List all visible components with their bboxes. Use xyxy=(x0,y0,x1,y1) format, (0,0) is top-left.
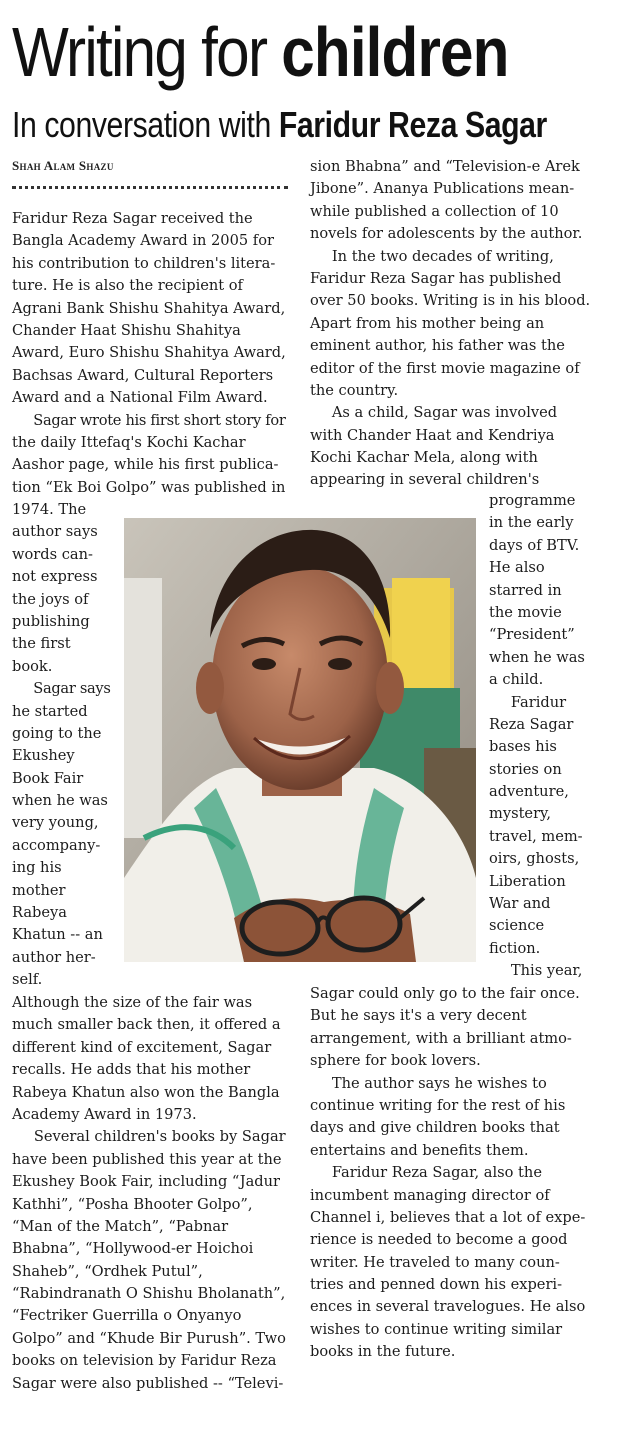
text-line: bases his xyxy=(489,738,557,756)
text-line: tries and penned down his experi- xyxy=(310,1276,563,1294)
text-line: his contribution to children's litera- xyxy=(12,254,276,272)
left-column-top-text xyxy=(12,208,290,499)
text-line: days of BTV. xyxy=(489,536,580,554)
text-line: Shaheb”, “Ordhek Putul”, xyxy=(12,1262,203,1280)
text-line: sion Bhabna” and “Television-e Arek xyxy=(310,158,580,175)
text-line: Book Fair xyxy=(12,769,84,787)
text-line: War and xyxy=(489,895,551,913)
text-line: days and give children books that xyxy=(310,1119,560,1137)
text-line: Aashor page, while his first publica- xyxy=(12,456,279,474)
text-line: he started xyxy=(12,702,88,720)
text-line: programme xyxy=(489,492,576,509)
text-line: As a child, Sagar was involved xyxy=(310,404,558,422)
text-line: when he was xyxy=(489,648,585,666)
text-line: Award and a National Film Award. xyxy=(12,389,268,407)
text-line: the daily Ittefaq's Kochi Kachar xyxy=(12,433,246,451)
text-line: He also xyxy=(489,559,545,577)
text-line: mother xyxy=(12,881,66,899)
text-line: But he says it's a very decent xyxy=(310,1007,527,1025)
text-line: Several children's books by Sagar xyxy=(12,1128,286,1146)
text-line: Chander Haat Shishu Shahitya xyxy=(12,321,241,339)
text-line: over 50 books. Writing is in his blood. xyxy=(310,292,591,310)
article-headline xyxy=(12,8,537,96)
text-line: Bachsas Award, Cultural Reporters xyxy=(12,366,274,384)
right-column-bottom-text xyxy=(310,983,594,1364)
article-subheadline xyxy=(12,103,550,147)
text-line: much smaller back then, it offered a xyxy=(12,1016,281,1034)
text-line: books on television by Faridur Reza xyxy=(12,1352,277,1370)
text-line: the joys of xyxy=(12,590,89,608)
text-line: author her- xyxy=(12,948,96,966)
text-line: book. xyxy=(12,657,53,675)
text-line: rience is needed to become a good xyxy=(310,1231,568,1249)
text-line: Khatun -- an xyxy=(12,926,103,944)
text-line: sphere for book lovers. xyxy=(310,1052,481,1070)
text-line: science xyxy=(489,917,545,935)
text-line: adventure, xyxy=(489,783,569,801)
text-line: Faridur Reza Sagar has published xyxy=(310,269,562,287)
text-line: very young, xyxy=(12,814,99,832)
text-line: This year, xyxy=(489,962,583,980)
right-column-wrap-text xyxy=(489,490,594,983)
text-line: ences in several travelogues. He also xyxy=(310,1298,586,1316)
text-line: the first xyxy=(12,635,71,653)
text-line: while published a collection of 10 xyxy=(310,202,559,220)
portrait-photo xyxy=(124,518,476,962)
text-line: Sagar wrote his first short story for xyxy=(12,411,286,429)
text-line: ture. He is also the recipient of xyxy=(12,277,243,295)
text-line: incumbent managing director of xyxy=(310,1186,550,1204)
headline-bold: children xyxy=(281,13,509,91)
text-line: in the early xyxy=(489,514,574,532)
text-line: stories on xyxy=(489,760,562,778)
text-line: Kathhi”, “Posha Bhooter Golpo”, xyxy=(12,1195,253,1213)
text-line: Bangla Academy Award in 2005 for xyxy=(12,232,274,250)
text-line: “Rabindranath O Shishu Bholanath”, xyxy=(12,1285,286,1303)
text-line: starred in xyxy=(489,581,562,599)
text-line: novels for adolescents by the author. xyxy=(310,225,583,243)
subhead-plain: In conversation with xyxy=(12,104,279,145)
text-line: entertains and benefits them. xyxy=(310,1141,529,1159)
headline-plain: Writing for xyxy=(12,13,282,91)
text-line: arrangement, with a brilliant atmo- xyxy=(310,1029,572,1047)
text-line: Golpo” and “Khude Bir Purush”. Two xyxy=(12,1329,286,1347)
text-line: not express xyxy=(12,568,98,586)
text-line: fiction. xyxy=(489,939,541,957)
text-line: the country. xyxy=(310,381,399,399)
text-line: writer. He traveled to many coun- xyxy=(310,1253,560,1271)
text-line: “Man of the Match”, “Pabnar xyxy=(12,1217,229,1235)
text-line: Award, Euro Shishu Shahitya Award, xyxy=(12,344,286,362)
text-line: self. xyxy=(12,971,43,989)
text-line: Channel i, believes that a lot of expe- xyxy=(310,1208,586,1226)
text-line: have been published this year at the xyxy=(12,1150,282,1168)
text-line: a child. xyxy=(489,671,544,689)
text-line: Rabeya Khatun also won the Bangla xyxy=(12,1083,280,1101)
text-line: wishes to continue writing similar xyxy=(310,1320,563,1338)
portrait-illustration xyxy=(124,518,476,962)
text-line: Bhabna”, “Hollywood-er Hoichoi xyxy=(12,1240,254,1258)
text-line: words can- xyxy=(12,545,93,563)
text-line: Apart from his mother being an xyxy=(310,314,545,332)
text-line: ing his xyxy=(12,859,62,877)
text-line: The author says he wishes to xyxy=(310,1074,547,1092)
text-line: Sagar were also published -- “Televi- xyxy=(12,1374,284,1392)
text-line: Faridur Reza Sagar received the xyxy=(12,210,253,227)
text-line: Academy Award in 1973. xyxy=(12,1105,197,1123)
text-line: “Fectriker Guerrilla o Onyanyo xyxy=(12,1307,242,1325)
text-line: accompany- xyxy=(12,836,101,854)
text-line: books in the future. xyxy=(310,1343,456,1361)
text-line: eminent author, his father was the xyxy=(310,337,565,355)
text-line: mystery, xyxy=(489,805,551,823)
text-line: recalls. He adds that his mother xyxy=(12,1061,251,1079)
text-line: oirs, ghosts, xyxy=(489,850,580,868)
text-line: continue writing for the rest of his xyxy=(310,1096,566,1114)
text-line: Sagar says xyxy=(12,680,111,698)
text-line: In the two decades of writing, xyxy=(310,247,554,265)
text-line: Although the size of the fair was xyxy=(12,994,253,1011)
left-column-bottom-text xyxy=(12,992,290,1395)
text-line: Liberation xyxy=(489,872,566,890)
text-line: Faridur Reza Sagar, also the xyxy=(310,1164,542,1182)
text-line: Sagar could only go to the fair once. xyxy=(310,985,580,1002)
right-column-top-text xyxy=(310,156,594,492)
text-line: Faridur xyxy=(489,693,567,711)
left-column-wrap-text xyxy=(12,499,112,992)
text-line: with Chander Haat and Kendriya xyxy=(310,426,555,444)
text-line: publishing xyxy=(12,612,90,630)
text-line: going to the xyxy=(12,724,102,742)
text-line: appearing in several children's xyxy=(310,471,540,489)
text-line: editor of the first movie magazine of xyxy=(310,359,580,377)
text-line: travel, mem- xyxy=(489,827,583,845)
text-line: Agrani Bank Shishu Shahitya Award, xyxy=(12,299,286,317)
text-line: author says xyxy=(12,523,98,541)
byline: Shah Alam Shazu xyxy=(12,158,114,173)
subhead-bold: Faridur Reza Sagar xyxy=(278,104,547,145)
text-line: “President” xyxy=(489,626,575,644)
text-line: Rabeya xyxy=(12,904,67,922)
text-line: Reza Sagar xyxy=(489,715,574,733)
text-line: when he was xyxy=(12,792,108,810)
text-line: the movie xyxy=(489,603,562,621)
byline-divider xyxy=(12,186,288,189)
text-line: Kochi Kachar Mela, along with xyxy=(310,449,538,467)
text-line: tion “Ek Boi Golpo” was published in xyxy=(12,478,286,496)
text-line: Ekushey Book Fair, including “Jadur xyxy=(12,1173,280,1191)
text-line: different kind of excitement, Sagar xyxy=(12,1038,272,1056)
text-line: Jibone”. Ananya Publications mean- xyxy=(310,180,575,198)
text-line: 1974. The xyxy=(12,501,87,518)
text-line: Ekushey xyxy=(12,747,75,765)
